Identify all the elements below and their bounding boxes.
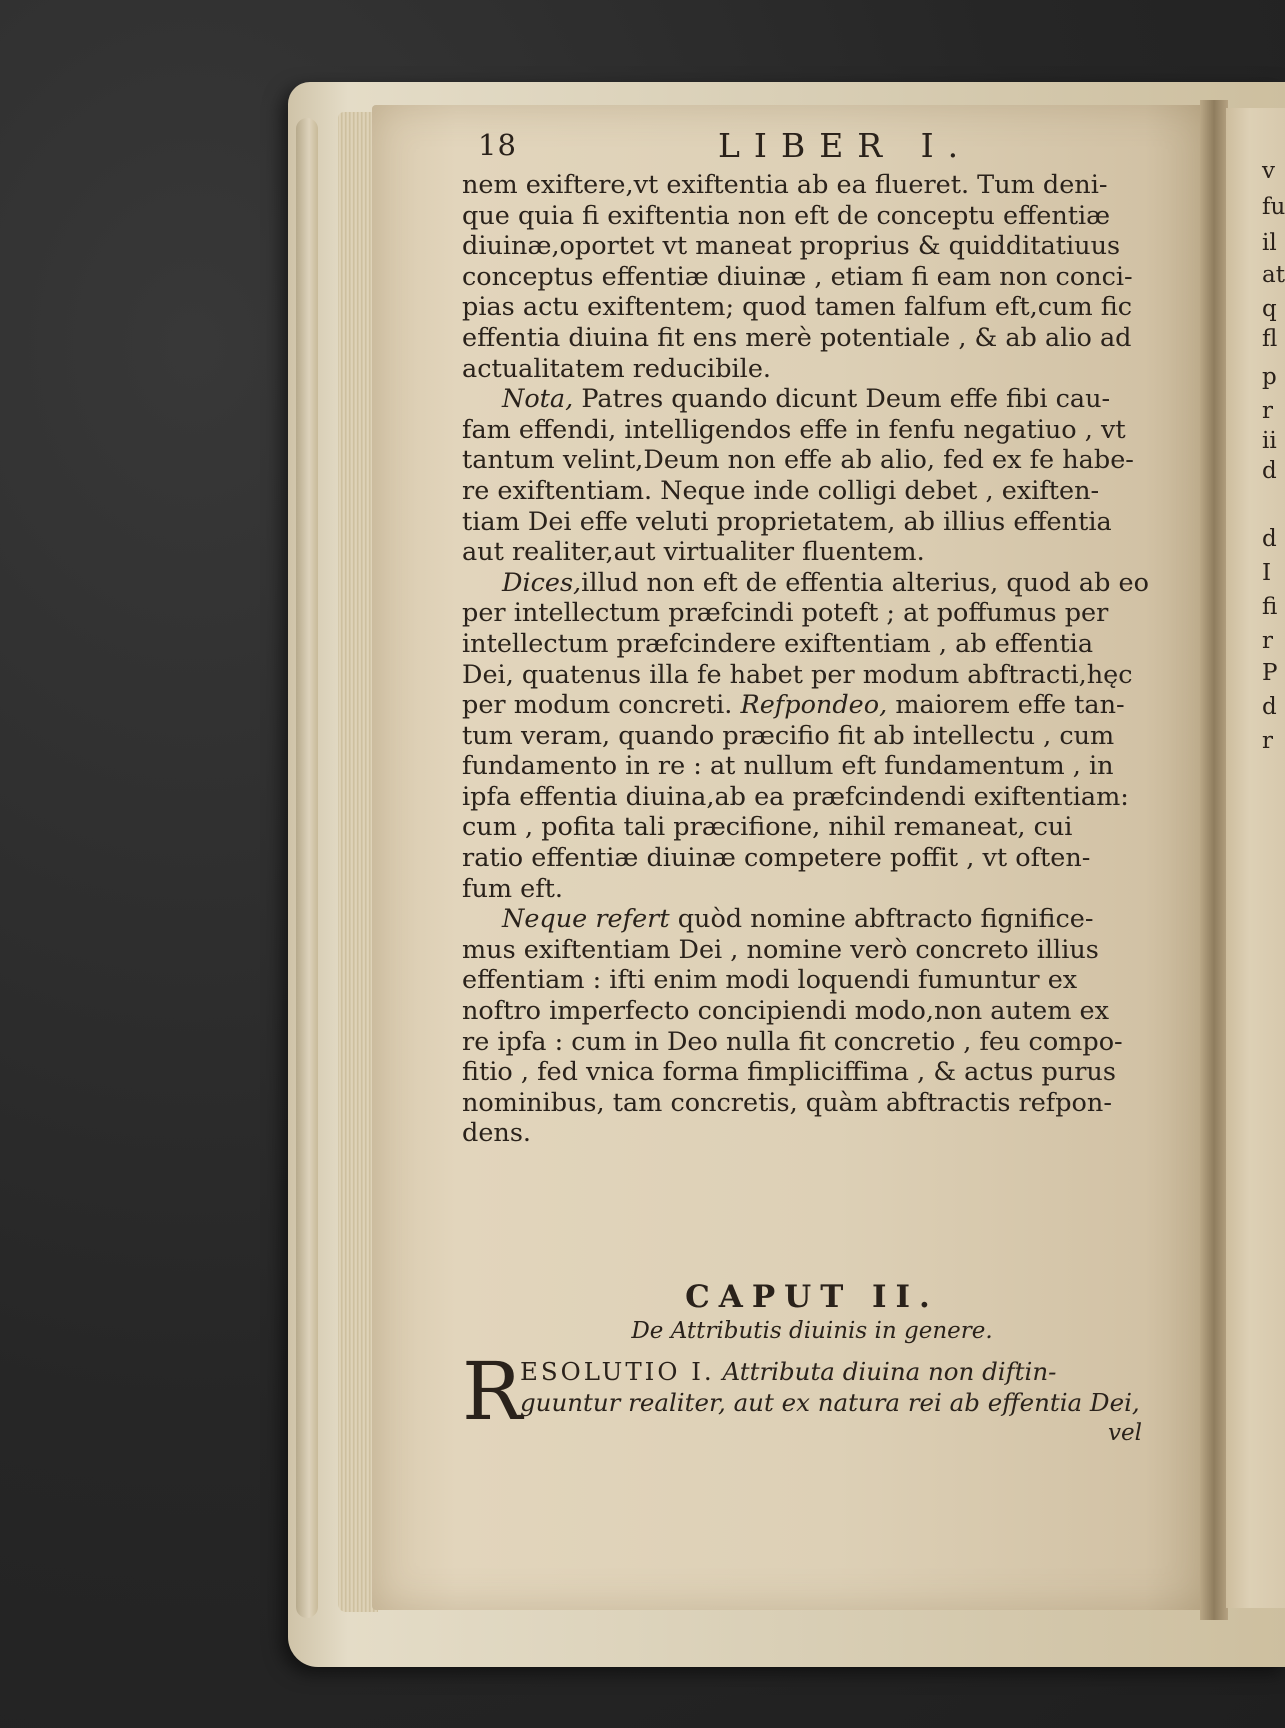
text-line: fundamento in re : at nullum eft fundamentum , in <box>462 751 1114 782</box>
respondeo-word: Refpondeo, <box>740 690 888 721</box>
resolutio-line: guuntur realiter, aut ex natura rei ab effentia Dei, <box>520 1388 1140 1417</box>
facing-fragment: ii <box>1262 428 1277 454</box>
text-line: fitio , fed vnica forma fimpliciffima , & actus purus <box>462 1057 1116 1088</box>
text-line: effentia diuina fit ens merè potentiale , & ab alio ad <box>462 322 1132 353</box>
text-line: pias actu exiftentem; quod tamen falfum eft,cum fic <box>462 292 1133 323</box>
resolutio-label: ESOLUTIO I. <box>520 1357 715 1386</box>
running-head: LIBER I. <box>718 126 973 165</box>
text-line: fam effendi, intelligendos effe in fenfu negatiuo , vt <box>462 414 1126 445</box>
text-line <box>462 384 1162 415</box>
text-line: cum , pofita tali præcifione, nihil remaneat, cui <box>462 812 1073 843</box>
body-text <box>462 170 1162 1149</box>
facing-fragment: at <box>1262 262 1285 288</box>
facing-fragment: d <box>1262 458 1277 484</box>
text-run: quòd nomine abftracto fignifice- <box>669 904 1094 935</box>
facing-fragment: d <box>1262 694 1277 720</box>
para-lead: Neque refert <box>502 904 670 935</box>
paragraph-1 <box>462 170 1162 384</box>
text-line: noftro imperfecto concipiendi modo,non autem ex <box>462 996 1109 1027</box>
text-line: ipfa effentia diuina,ab ea præfcindendi exiftentiam: <box>462 781 1129 812</box>
text-run: illud non eft de effentia alterius, quod ab eo <box>581 567 1149 598</box>
page-header <box>478 126 1178 168</box>
text-line <box>462 690 1162 721</box>
facing-fragment: fi <box>1262 594 1278 620</box>
resolutio-line <box>462 1356 1162 1387</box>
facing-fragment: r <box>1262 728 1273 754</box>
facing-fragment: fl <box>1262 326 1278 352</box>
facing-fragment: v <box>1262 158 1275 184</box>
text-line: nem exiftere,vt exiftentia ab ea flueret. Tum deni- <box>462 170 1108 200</box>
para-lead: Nota, <box>502 384 574 415</box>
facing-fragment: r <box>1262 628 1273 654</box>
text-line: mus exiftentiam Dei , nomine verò concreto illius <box>462 934 1099 965</box>
cover-spine-edge <box>296 118 318 1618</box>
para-lead: Dices, <box>502 567 582 598</box>
text-line: fum eft. <box>462 873 564 904</box>
facing-fragment: fu <box>1262 194 1285 220</box>
paragraph-3 <box>462 568 1162 905</box>
text-line: tiam Dei effe veluti proprietatem, ab illius effentia <box>462 506 1112 537</box>
facing-fragment: il <box>1262 230 1277 256</box>
text-line: ratio effentiæ diuinæ competere poffit , vt often- <box>462 843 1091 874</box>
text-line: Dei, quatenus illa fe habet per modum abftracti,hęc <box>462 659 1133 690</box>
text-line <box>462 904 1162 935</box>
text-run: per modum concreti. <box>462 690 733 721</box>
chapter-heading: CAPUT II. <box>685 1279 939 1315</box>
paragraph-2 <box>462 384 1162 568</box>
text-line: diuinæ,oportet vt maneat proprius & quidditatiuus <box>462 231 1121 262</box>
text-line <box>462 568 1162 599</box>
text-line: intellectum præfcindere exiftentiam , ab effentia <box>462 628 1094 659</box>
drop-cap: R <box>462 1345 523 1438</box>
text-line: nominibus, tam concretis, quàm abftractis refpon- <box>462 1087 1112 1118</box>
text-run: maiorem effe tan- <box>887 690 1125 721</box>
paragraph-4 <box>462 904 1162 1149</box>
text-line: re ipfa : cum in Deo nulla fit concretio , feu compo- <box>462 1026 1123 1057</box>
facing-fragment: p <box>1262 364 1277 390</box>
text-line: conceptus effentiæ diuinæ , etiam fi eam non conci- <box>462 261 1133 292</box>
page-number: 18 <box>478 128 517 162</box>
facing-fragment: r <box>1262 398 1273 424</box>
text-line: tantum velint,Deum non effe ab alio, fed ex fe habe- <box>462 445 1134 476</box>
text-run: Attributa diuina non diftin- <box>714 1357 1057 1386</box>
text-line: tum veram, quando præcifio fit ab intellectu , cum <box>462 720 1115 751</box>
text-run: Patres quando dicunt Deum effe fibi cau- <box>573 384 1111 415</box>
facing-fragment: I <box>1262 560 1272 586</box>
text-line: actualitatem reducibile. <box>462 353 772 384</box>
text-line: re exiftentiam. Neque inde colligi debet , exiften- <box>462 475 1100 506</box>
text-line: que quia fi exiftentia non eft de conceptu effentiæ <box>462 200 1111 231</box>
text-line: per intellectum præfcindi poteft ; at poffumus per <box>462 598 1109 629</box>
text-line: dens. <box>462 1118 532 1149</box>
catchword: vel <box>1108 1420 1142 1446</box>
book-gutter <box>1200 100 1228 1620</box>
text-line: effentiam : ifti enim modi loquendi fumuntur ex <box>462 965 1078 996</box>
facing-fragment: q <box>1262 296 1277 322</box>
facing-fragment: P <box>1262 660 1278 686</box>
text-line: aut realiter,aut virtualiter fluentem. <box>462 537 925 568</box>
chapter-subtitle: De Attributis diuinis in genere. <box>631 1318 993 1344</box>
facing-fragment: d <box>1262 526 1277 552</box>
